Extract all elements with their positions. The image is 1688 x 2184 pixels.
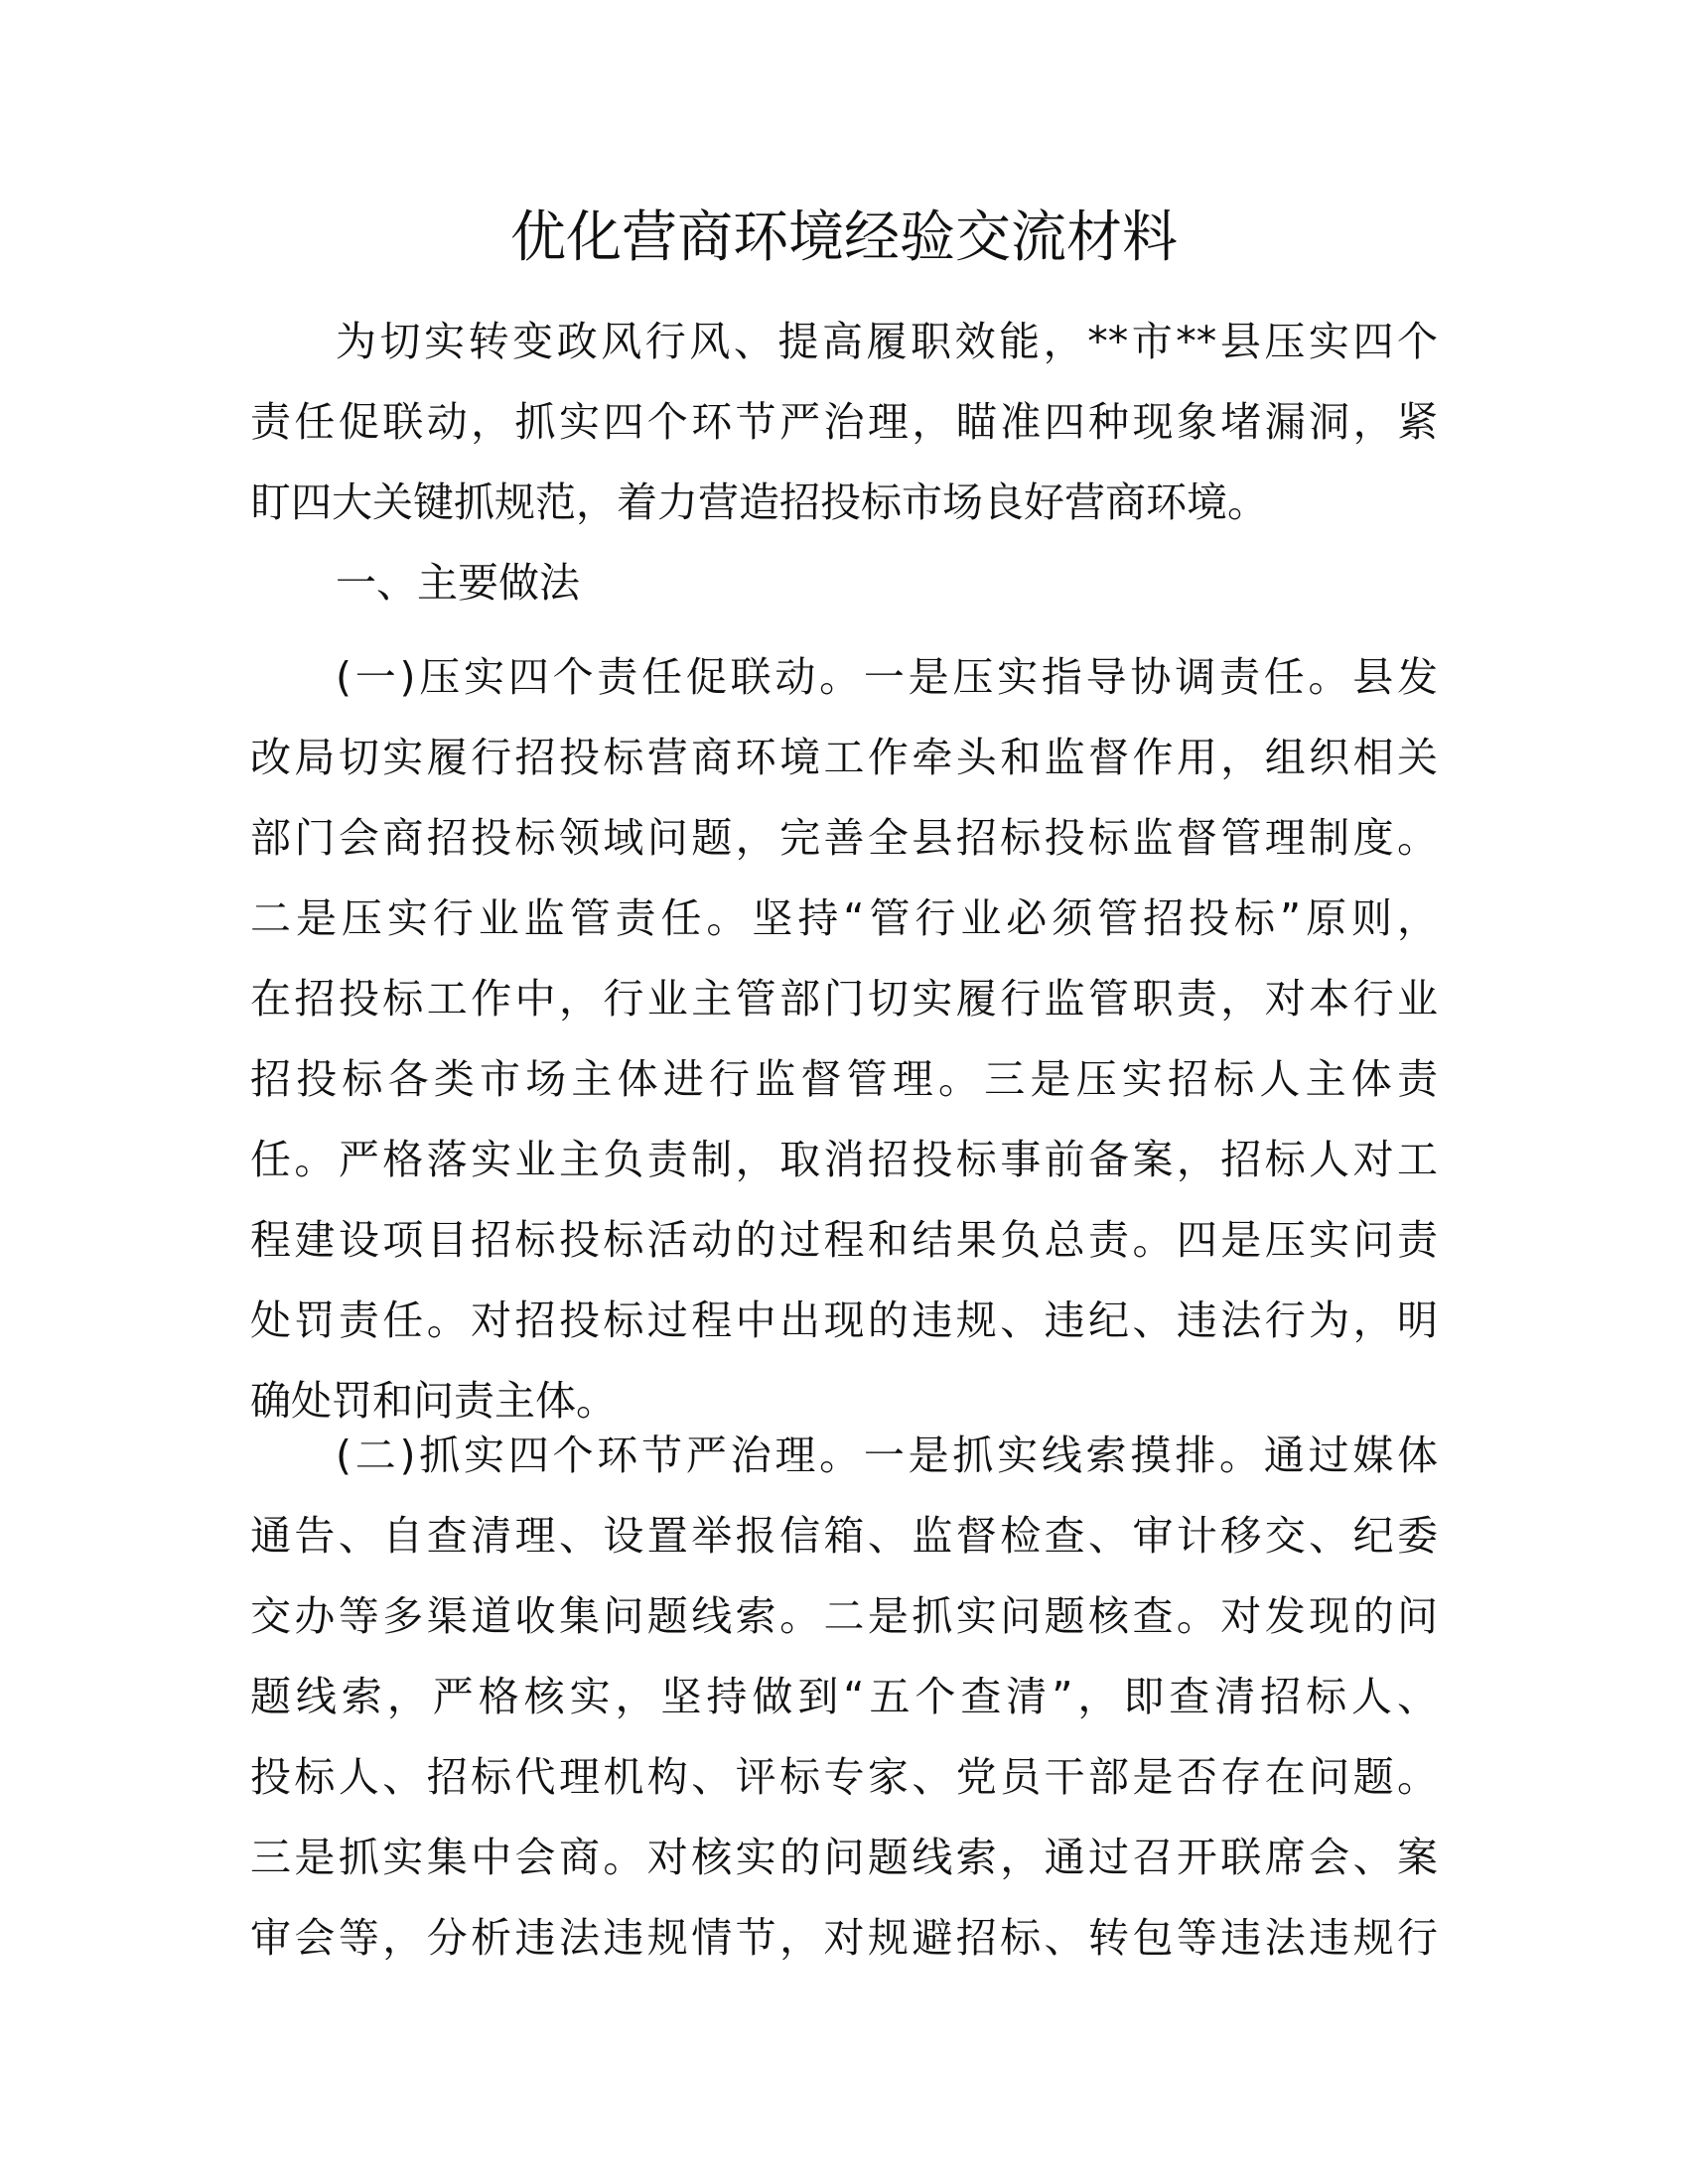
text-line: 审会等，分析违法违规情节，对规避招标、转包等违法违规行 — [250, 1914, 1438, 1962]
text-line: 通告、自查清理、设置举报信箱、监督检查、审计移交、纪委 — [250, 1512, 1438, 1560]
text-line: 任。严格落实业主负责制，取消招投标事前备案，招标人对工 — [250, 1136, 1438, 1183]
text-line: (二)抓实四个环节严治理。一是抓实线索摸排。通过媒体 — [336, 1432, 1438, 1479]
text-line: 在招投标工作中，行业主管部门切实履行监管职责，对本行业 — [250, 975, 1438, 1023]
text-line: 程建设项目招标投标活动的过程和结果负总责。四是压实问责 — [250, 1216, 1438, 1264]
text-line: 为切实转变政风行风、提高履职效能，**市**县压实四个 — [336, 318, 1438, 365]
paragraph-responsibilities — [250, 637, 1438, 1441]
section-heading — [250, 543, 1438, 623]
text-line: 部门会商招投标领域问题，完善全县招标投标监督管理制度。 — [250, 814, 1438, 862]
text-line: 投标人、招标代理机构、评标专家、党员干部是否存在问题。 — [250, 1753, 1438, 1801]
text-line: 招投标各类市场主体进行监督管理。三是压实招标人主体责 — [250, 1055, 1438, 1103]
intro-paragraph — [250, 302, 1438, 543]
document-title: 优化营商环境经验交流材料 — [510, 205, 1178, 270]
text-line: 三是抓实集中会商。对核实的问题线索，通过召开联席会、案 — [250, 1834, 1438, 1881]
text-line: 题线索，严格核实，坚持做到“五个查清”，即查清招标人、 — [250, 1673, 1438, 1720]
text-line: 改局切实履行招投标营商环境工作牵头和监督作用，组织相关 — [250, 734, 1438, 781]
text-line: 处罚责任。对招投标过程中出现的违规、违纪、违法行为，明 — [250, 1297, 1438, 1344]
section1-heading: 一、主要做法 — [336, 559, 580, 607]
text-line: 交办等多渠道收集问题线索。二是抓实问题核查。对发现的问 — [250, 1592, 1438, 1640]
text-line: (一)压实四个责任促联动。一是压实指导协调责任。县发 — [336, 653, 1438, 701]
text-line: 盯四大关键抓规范，着力营造招投标市场良好营商环境。 — [250, 478, 1268, 526]
text-line: 确处罚和问责主体。 — [250, 1377, 617, 1425]
text-line: 责任促联动，抓实四个环节严治理，瞄准四种现象堵漏洞，紧 — [250, 398, 1438, 446]
text-line: 二是压实行业监管责任。坚持“管行业必须管招投标”原则， — [250, 894, 1438, 942]
paragraph-governance — [250, 1416, 1438, 1979]
